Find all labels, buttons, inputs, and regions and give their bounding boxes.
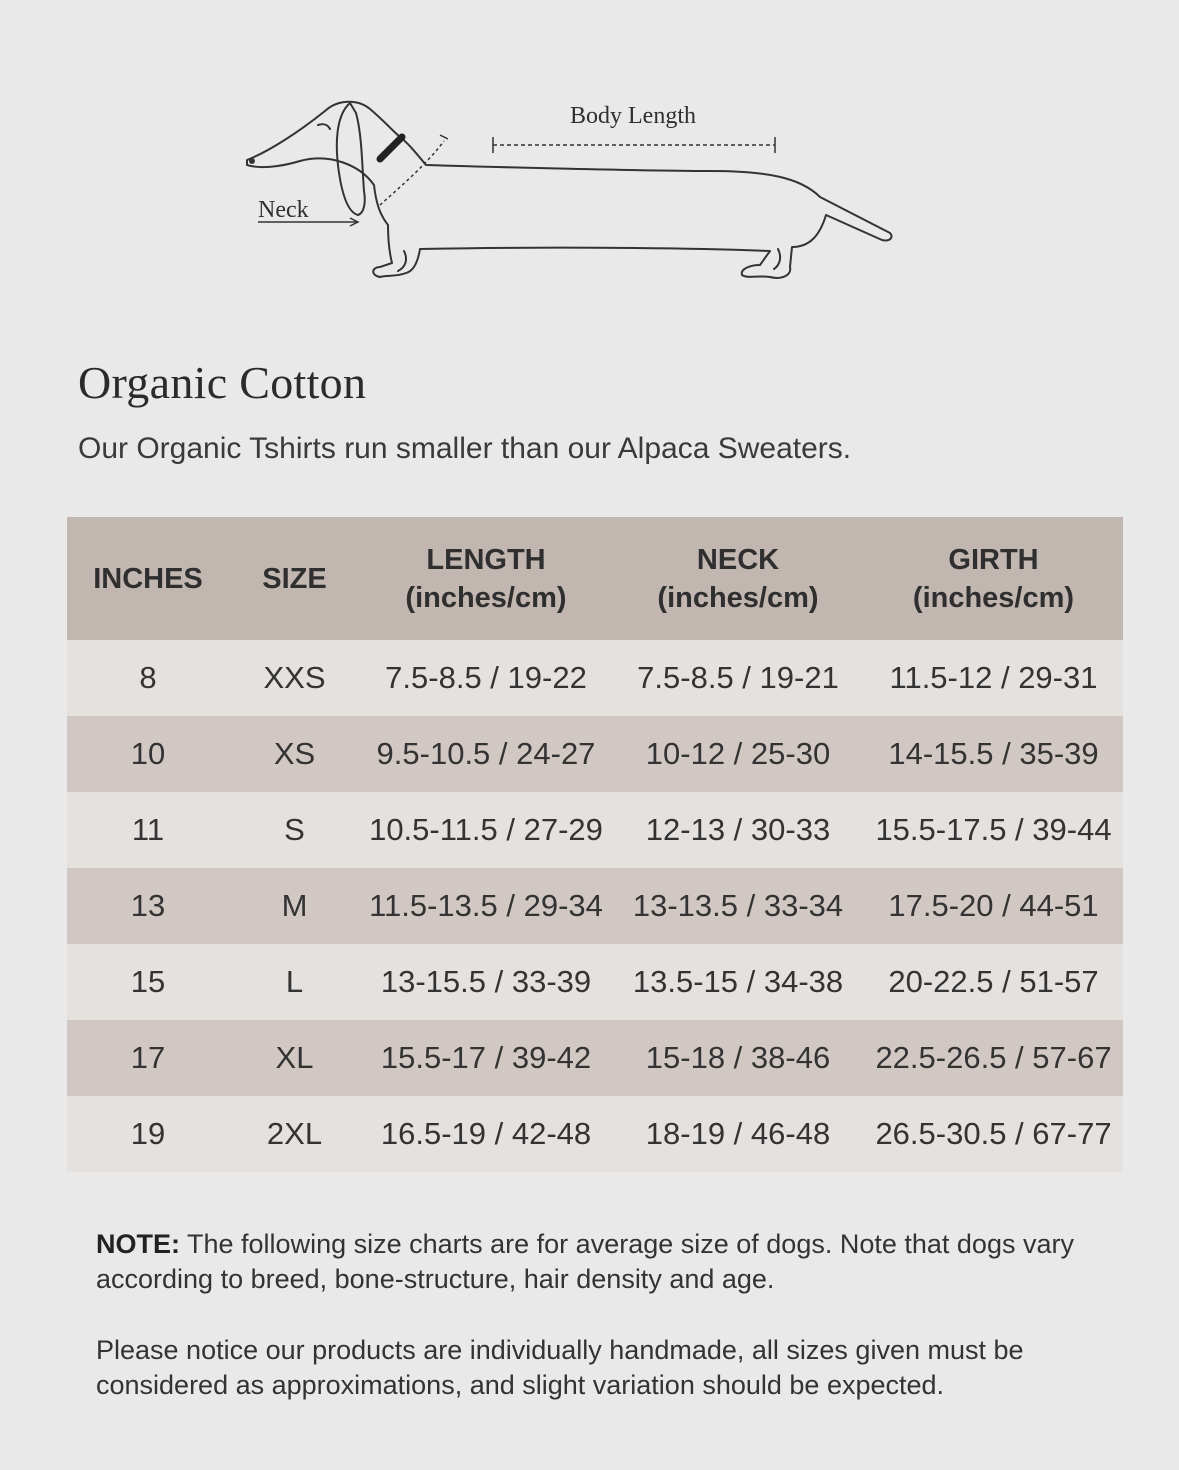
header-length-unit: (inches/cm)	[405, 581, 567, 614]
header-girth	[864, 517, 1123, 640]
cell-size: L	[229, 944, 360, 1020]
header-girth-title: GIRTH	[948, 543, 1039, 576]
cell-neck: 13.5-15 / 34-38	[612, 944, 864, 1020]
neck-measure-end	[440, 135, 448, 139]
cell-size: S	[229, 792, 360, 868]
table-row	[67, 1020, 1123, 1096]
cell-inches: 15	[67, 944, 229, 1020]
cell-inches: 11	[67, 792, 229, 868]
table-row	[67, 640, 1123, 716]
note-paragraph	[96, 1227, 1096, 1297]
table-row	[67, 1096, 1123, 1172]
dog-front-leg	[398, 251, 406, 271]
cell-neck: 13-13.5 / 33-34	[612, 868, 864, 944]
header-length-title: LENGTH	[426, 543, 546, 576]
handmade-notice: Please notice our products are individually handmade, all sizes given must be considered as approximations, and slight variation should be expected.	[96, 1335, 1024, 1400]
dog-ear	[337, 103, 365, 215]
size-chart-table	[67, 517, 1123, 1172]
cell-length: 10.5-11.5 / 27-29	[360, 792, 612, 868]
body-length-label: Body Length	[570, 103, 696, 129]
cell-size: M	[229, 868, 360, 944]
cell-girth: 26.5-30.5 / 67-77	[864, 1096, 1123, 1172]
header-neck-title: NECK	[696, 543, 780, 576]
header-length	[360, 517, 612, 640]
note-label: NOTE:	[96, 1229, 180, 1259]
cell-girth: 20-22.5 / 51-57	[864, 944, 1123, 1020]
dachshund-measurement-diagram	[230, 85, 910, 295]
cell-length: 15.5-17 / 39-42	[360, 1020, 612, 1096]
cell-girth: 14-15.5 / 35-39	[864, 716, 1123, 792]
cell-length: 13-15.5 / 33-39	[360, 944, 612, 1020]
dog-nose	[249, 158, 255, 164]
table-row	[67, 716, 1123, 792]
header-neck	[612, 517, 864, 640]
cell-size: XXS	[229, 640, 360, 716]
neck-label: Neck	[258, 197, 309, 223]
cell-size: 2XL	[229, 1096, 360, 1172]
cell-girth: 11.5-12 / 29-31	[864, 640, 1123, 716]
header-neck-unit: (inches/cm)	[657, 581, 819, 614]
header-size: SIZE	[229, 517, 360, 640]
cell-length: 9.5-10.5 / 24-27	[360, 716, 612, 792]
header-girth-unit: (inches/cm)	[912, 581, 1075, 614]
table-header-row	[67, 517, 1123, 640]
cell-inches: 13	[67, 868, 229, 944]
note-text: The following size charts are for average size of dogs. Note that dogs vary according to breed, bone-structure, hair density and age.	[96, 1229, 1074, 1294]
cell-girth: 22.5-26.5 / 57-67	[864, 1020, 1123, 1096]
cell-girth: 15.5-17.5 / 39-44	[864, 792, 1123, 868]
dog-hind-leg	[774, 249, 780, 269]
cell-neck: 15-18 / 38-46	[612, 1020, 864, 1096]
cell-neck: 7.5-8.5 / 19-21	[612, 640, 864, 716]
page-title: Organic Cotton	[78, 357, 367, 408]
table-row	[67, 944, 1123, 1020]
header-inches: INCHES	[67, 517, 229, 640]
table-row	[67, 792, 1123, 868]
cell-inches: 10	[67, 716, 229, 792]
dog-collar	[380, 137, 402, 159]
cell-length: 7.5-8.5 / 19-22	[360, 640, 612, 716]
cell-girth: 17.5-20 / 44-51	[864, 868, 1123, 944]
cell-neck: 10-12 / 25-30	[612, 716, 864, 792]
cell-length: 11.5-13.5 / 29-34	[360, 868, 612, 944]
cell-neck: 12-13 / 30-33	[612, 792, 864, 868]
cell-inches: 19	[67, 1096, 229, 1172]
cell-inches: 8	[67, 640, 229, 716]
cell-inches: 17	[67, 1020, 229, 1096]
cell-neck: 18-19 / 46-48	[612, 1096, 864, 1172]
cell-size: XL	[229, 1020, 360, 1096]
table-row	[67, 868, 1123, 944]
cell-length: 16.5-19 / 42-48	[360, 1096, 612, 1172]
page-subtitle: Our Organic Tshirts run smaller than our Alpaca Sweaters.	[78, 432, 852, 465]
dog-eye	[318, 124, 330, 129]
cell-size: XS	[229, 716, 360, 792]
